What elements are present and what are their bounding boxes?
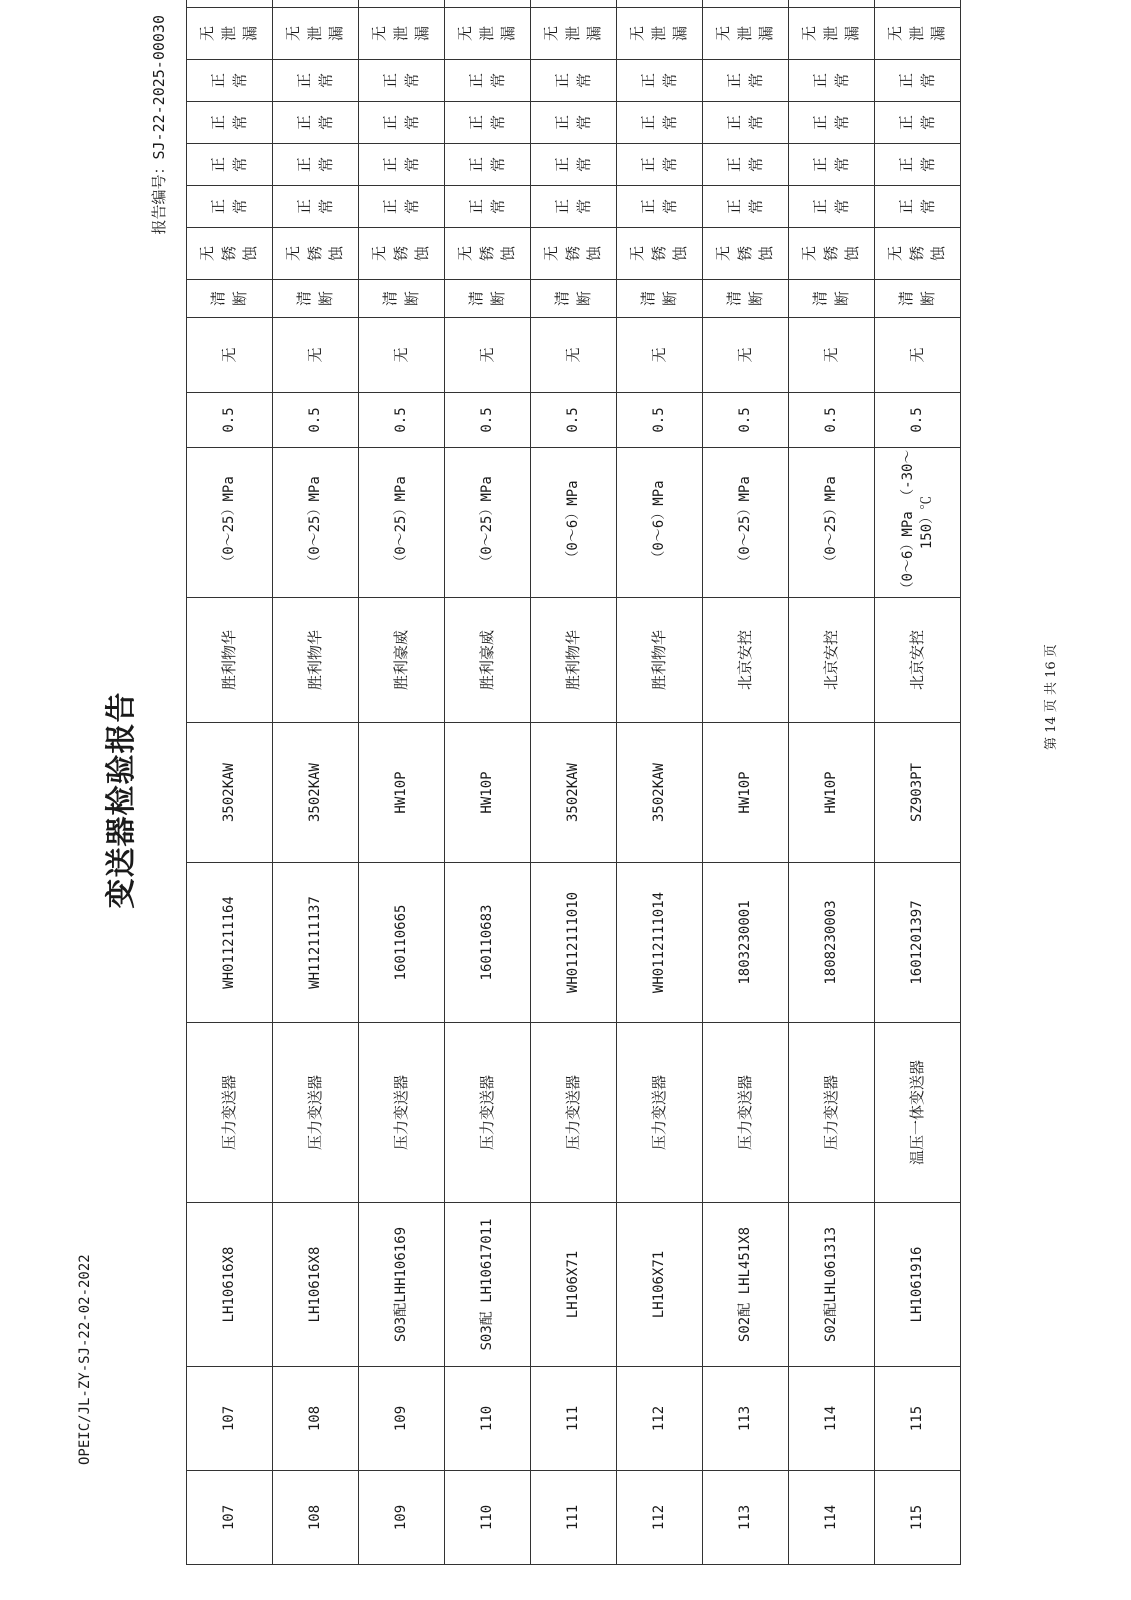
cell-nameplate [703,280,789,318]
cell-instrument-no: 110 [445,1367,531,1471]
cell-text: 清断 [380,291,421,307]
cell-serial-no: WH011211164 [187,863,273,1023]
table-row [273,0,359,1565]
cell-device-name: 压力变送器 [789,1023,875,1203]
table-row [445,0,531,1565]
cell-check-a [789,186,875,228]
cell-measuring-range: （0～6）MPa （-30～150）℃ [875,448,961,598]
page-title: 变送器检验报告 [104,691,139,909]
cell-corrosion [445,228,531,280]
cell-check-c [617,102,703,144]
table-row [703,0,789,1565]
cell-nameplate [789,280,875,318]
cell-model: HW10P [359,723,445,863]
cell-check-d [187,60,273,102]
cell-text: 正常 [380,73,421,89]
cell-check-b [789,144,875,186]
cell-text: 无泄漏 [713,26,776,42]
cell-location: LH106X71 [617,1203,703,1367]
cell-device-name: 压力变送器 [273,1023,359,1203]
cell-appearance-damage: 无 [187,318,273,393]
cell-serial-no: WH0112111014 [617,863,703,1023]
cell-serial-no: WH0112111010 [531,863,617,1023]
cell-device-name: 压力变送器 [187,1023,273,1203]
cell-text: 清断 [638,291,679,307]
cell-appearance-damage: 无 [445,318,531,393]
table-row [617,0,703,1565]
cell-row-no: 112 [617,1471,703,1565]
cell-check-b [703,144,789,186]
cell-corrosion [875,228,961,280]
cell-text: 正常 [638,73,679,89]
cell-accuracy-class: 0.5 [445,393,531,448]
cell-text: 正常 [638,157,679,173]
cell-corrosion [617,228,703,280]
cell-text: 清断 [294,291,335,307]
cell-appearance-damage: 无 [875,318,961,393]
cell-check-c [531,102,617,144]
cell-text: 清断 [724,291,765,307]
cell-device-name: 压力变送器 [617,1023,703,1203]
cell-text: 正常 [208,199,249,215]
cell-check-c [445,102,531,144]
cell-location: S02配 LHL451X8 [703,1203,789,1367]
cell-location: S03配LHH106169 [359,1203,445,1367]
cell-measuring-range: （0～6）MPa [617,448,703,598]
cell-text: 清断 [810,291,851,307]
cell-nameplate [875,280,961,318]
page-footer: 第 14 页 共 16 页 [1044,644,1059,750]
cell-text: 无泄漏 [541,26,604,42]
cell-text: 无锈蚀 [369,246,432,262]
cell-text: 正常 [466,115,507,131]
cell-text: 正常 [552,157,593,173]
cell-location: LH10616X8 [187,1203,273,1367]
cell-text: 正常 [724,157,765,173]
cell-location: LH1061916 [875,1203,961,1367]
cell-text: 清断 [552,291,593,307]
cell-text: 正常 [380,199,421,215]
cell-nameplate [359,280,445,318]
cell-check-a [273,186,359,228]
cell-conclusion [617,0,703,8]
cell-instrument-no: 107 [187,1367,273,1471]
cell-leakage [617,8,703,60]
cell-accuracy-class: 0.5 [789,393,875,448]
cell-manufacturer: 胜利物华 [531,598,617,723]
cell-check-a [703,186,789,228]
cell-appearance-damage: 无 [617,318,703,393]
cell-check-d [617,60,703,102]
cell-instrument-no: 109 [359,1367,445,1471]
cell-manufacturer: 胜利物华 [187,598,273,723]
cell-check-d [531,60,617,102]
cell-text: 正常 [380,157,421,173]
cell-check-b [531,144,617,186]
cell-text: 正常 [552,73,593,89]
cell-measuring-range: （0～25）MPa [273,448,359,598]
cell-appearance-damage: 无 [273,318,359,393]
cell-accuracy-class: 0.5 [359,393,445,448]
cell-row-no: 110 [445,1471,531,1565]
cell-instrument-no: 111 [531,1367,617,1471]
cell-text: 正常 [896,199,937,215]
cell-text: 正常 [638,115,679,131]
cell-manufacturer: 胜利物华 [273,598,359,723]
cell-text: 无泄漏 [369,26,432,42]
cell-accuracy-class: 0.5 [531,393,617,448]
cell-check-d [445,60,531,102]
cell-model: HW10P [445,723,531,863]
cell-check-d [703,60,789,102]
cell-measuring-range: （0～25）MPa [703,448,789,598]
cell-appearance-damage: 无 [359,318,445,393]
cell-text: 正常 [552,115,593,131]
cell-text: 正常 [724,73,765,89]
cell-text: 正常 [208,157,249,173]
cell-row-no: 109 [359,1471,445,1565]
form-code: OPEIC/JL-ZY-SJ-22-02-2022 [77,1254,93,1465]
table-row [875,0,961,1565]
cell-row-no: 111 [531,1471,617,1565]
cell-appearance-damage: 无 [703,318,789,393]
cell-text: 正常 [208,73,249,89]
cell-model: SZ903PT [875,723,961,863]
cell-measuring-range: （0～25）MPa [359,448,445,598]
cell-check-a [531,186,617,228]
cell-text: 正常 [294,115,335,131]
cell-model: 3502KAW [617,723,703,863]
cell-serial-no: WH112111137 [273,863,359,1023]
table-row [789,0,875,1565]
cell-nameplate [617,280,703,318]
cell-check-b [359,144,445,186]
cell-measuring-range: （0～25）MPa [187,448,273,598]
cell-row-no: 115 [875,1471,961,1565]
cell-device-name: 压力变送器 [531,1023,617,1203]
cell-text: 无泄漏 [283,26,346,42]
cell-accuracy-class: 0.5 [273,393,359,448]
cell-text: 无锈蚀 [197,246,260,262]
cell-nameplate [187,280,273,318]
cell-instrument-no: 113 [703,1367,789,1471]
cell-device-name: 压力变送器 [703,1023,789,1203]
cell-leakage [531,8,617,60]
cell-text: 正常 [294,157,335,173]
cell-leakage [359,8,445,60]
cell-measuring-range: （0～25）MPa [445,448,531,598]
cell-check-b [273,144,359,186]
cell-text: 正常 [294,199,335,215]
cell-leakage [703,8,789,60]
cell-accuracy-class: 0.5 [617,393,703,448]
cell-check-c [703,102,789,144]
table-row [359,0,445,1565]
cell-conclusion [789,0,875,8]
cell-serial-no: 160110665 [359,863,445,1023]
cell-text: 正常 [810,115,851,131]
cell-manufacturer: 北京安控 [875,598,961,723]
cell-row-no: 107 [187,1471,273,1565]
cell-row-no: 108 [273,1471,359,1565]
cell-location: LH106X71 [531,1203,617,1367]
cell-instrument-no: 115 [875,1367,961,1471]
cell-text: 正常 [724,199,765,215]
cell-instrument-no: 114 [789,1367,875,1471]
cell-text: 正常 [896,73,937,89]
cell-text: 正常 [896,157,937,173]
cell-manufacturer: 北京安控 [703,598,789,723]
cell-manufacturer: 胜利物华 [617,598,703,723]
cell-corrosion [273,228,359,280]
cell-check-d [273,60,359,102]
cell-text: 无泄漏 [197,26,260,42]
cell-device-name: 压力变送器 [445,1023,531,1203]
cell-text: 无锈蚀 [283,246,346,262]
cell-manufacturer: 胜利豪威 [445,598,531,723]
cell-check-d [875,60,961,102]
cell-check-c [273,102,359,144]
cell-conclusion [875,0,961,8]
cell-corrosion [531,228,617,280]
cell-appearance-damage: 无 [531,318,617,393]
inspection-table [186,0,961,1565]
cell-leakage [273,8,359,60]
cell-check-b [875,144,961,186]
cell-text: 无锈蚀 [541,246,604,262]
cell-measuring-range: （0～25）MPa [789,448,875,598]
cell-conclusion [273,0,359,8]
cell-text: 无锈蚀 [885,246,948,262]
cell-check-d [789,60,875,102]
cell-text: 无泄漏 [627,26,690,42]
cell-text: 清断 [208,291,249,307]
cell-text: 无锈蚀 [627,246,690,262]
cell-conclusion [531,0,617,8]
cell-measuring-range: （0～6）MPa [531,448,617,598]
cell-serial-no: 1601201397 [875,863,961,1023]
table-row [187,0,273,1565]
cell-model: 3502KAW [531,723,617,863]
cell-model: HW10P [703,723,789,863]
cell-text: 无泄漏 [885,26,948,42]
cell-text: 无锈蚀 [799,246,862,262]
report-number: 报告编号：SJ-22-2025-00030 [150,15,168,235]
cell-nameplate [273,280,359,318]
cell-nameplate [445,280,531,318]
cell-accuracy-class: 0.5 [187,393,273,448]
cell-leakage [445,8,531,60]
cell-leakage [875,8,961,60]
cell-row-no: 113 [703,1471,789,1565]
cell-check-c [875,102,961,144]
cell-check-a [617,186,703,228]
cell-model: HW10P [789,723,875,863]
cell-location: S02配LHL061313 [789,1203,875,1367]
cell-conclusion [359,0,445,8]
cell-text: 无锈蚀 [455,246,518,262]
cell-check-b [617,144,703,186]
cell-text: 正常 [810,73,851,89]
cell-instrument-no: 112 [617,1367,703,1471]
cell-corrosion [187,228,273,280]
cell-corrosion [703,228,789,280]
cell-conclusion [703,0,789,8]
cell-conclusion [187,0,273,8]
cell-text: 清断 [896,291,937,307]
cell-accuracy-class: 0.5 [875,393,961,448]
cell-check-b [187,144,273,186]
cell-text: 正常 [466,73,507,89]
cell-check-c [359,102,445,144]
cell-device-name: 温压一体变送器 [875,1023,961,1203]
cell-text: 正常 [810,157,851,173]
cell-check-a [187,186,273,228]
cell-check-c [789,102,875,144]
cell-text: 正常 [552,199,593,215]
cell-text: 正常 [724,115,765,131]
cell-appearance-damage: 无 [789,318,875,393]
cell-text: 无锈蚀 [713,246,776,262]
cell-manufacturer: 胜利豪威 [359,598,445,723]
cell-text: 正常 [294,73,335,89]
cell-text: 正常 [380,115,421,131]
table-row [531,0,617,1565]
cell-leakage [187,8,273,60]
cell-row-no: 114 [789,1471,875,1565]
cell-serial-no: 160110683 [445,863,531,1023]
cell-corrosion [789,228,875,280]
cell-model: 3502KAW [187,723,273,863]
cell-nameplate [531,280,617,318]
cell-check-a [875,186,961,228]
cell-check-b [445,144,531,186]
cell-instrument-no: 108 [273,1367,359,1471]
cell-check-a [445,186,531,228]
cell-text: 正常 [810,199,851,215]
cell-text: 正常 [208,115,249,131]
cell-model: 3502KAW [273,723,359,863]
cell-serial-no: 1803230001 [703,863,789,1023]
cell-text: 无泄漏 [799,26,862,42]
cell-serial-no: 1808230003 [789,863,875,1023]
cell-accuracy-class: 0.5 [703,393,789,448]
cell-corrosion [359,228,445,280]
cell-conclusion [445,0,531,8]
cell-leakage [789,8,875,60]
cell-text: 正常 [638,199,679,215]
cell-text: 正常 [896,115,937,131]
cell-check-d [359,60,445,102]
cell-check-c [187,102,273,144]
cell-text: 清断 [466,291,507,307]
cell-text: 正常 [466,199,507,215]
cell-device-name: 压力变送器 [359,1023,445,1203]
cell-location: S03配 LH10617011 [445,1203,531,1367]
cell-manufacturer: 北京安控 [789,598,875,723]
cell-text: 正常 [466,157,507,173]
cell-location: LH10616X8 [273,1203,359,1367]
cell-check-a [359,186,445,228]
cell-text: 无泄漏 [455,26,518,42]
